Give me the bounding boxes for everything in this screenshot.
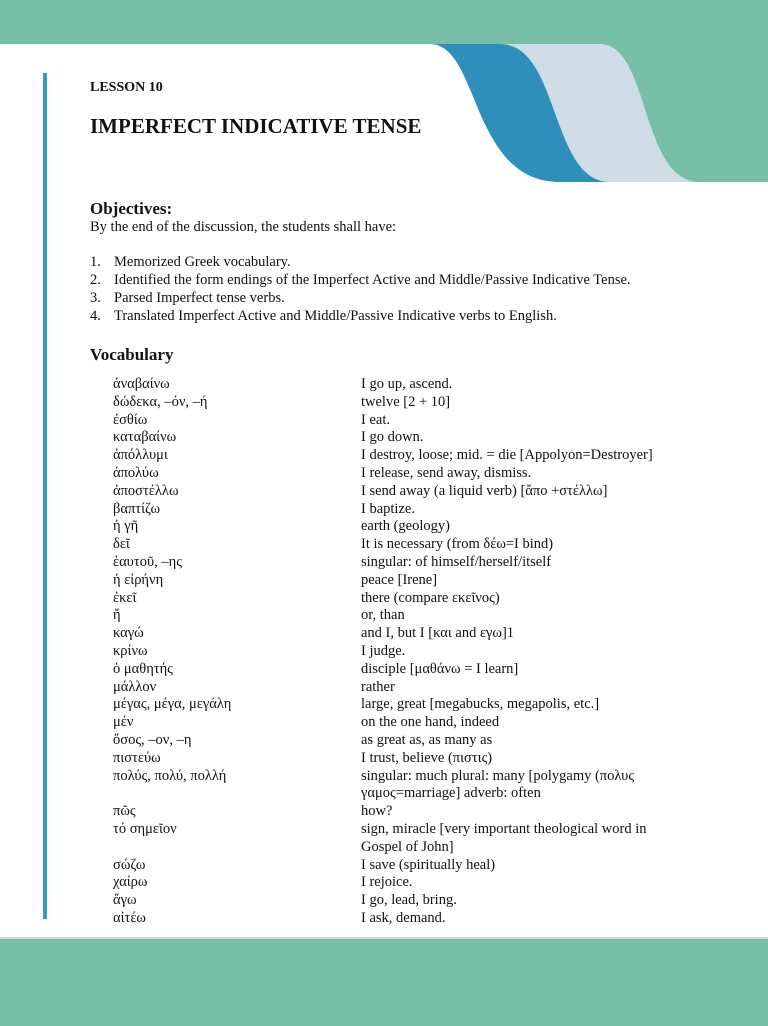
vocab-row: [113, 376, 713, 394]
objectives-heading: Objectives:: [90, 199, 173, 218]
vocab-definition: It is necessary (from δέω=I bind): [361, 536, 554, 553]
vocab-greek: ὅσος, –ον, –η: [113, 731, 192, 748]
vocab-row: [113, 874, 713, 892]
vocab-row: [113, 483, 713, 501]
vocab-definition: on the one hand, indeed: [361, 714, 500, 731]
vocab-greek: καγώ: [113, 625, 144, 642]
vocab-greek: καταβαίνω: [113, 429, 177, 446]
vocab-greek: ἀναβαίνω: [113, 376, 170, 392]
vocab-greek: βαπτίζω: [113, 500, 161, 517]
vocab-greek: ἀπόλλυμι: [113, 447, 168, 464]
objective-item: [90, 272, 631, 290]
vocab-row: [113, 714, 713, 732]
vocab-row: [113, 732, 713, 750]
vocab-row: [113, 412, 713, 430]
vocab-definition: I save (spiritually heal): [361, 856, 496, 873]
vocab-greek: ἐκεῖ: [113, 589, 137, 606]
vocab-row: [113, 643, 713, 661]
vocab-row: [113, 429, 713, 447]
vocabulary-heading: Vocabulary: [90, 345, 174, 364]
vocab-definition: peace [Irene]: [361, 571, 438, 588]
vocab-row: [113, 465, 713, 483]
vocab-greek: χαίρω: [113, 874, 148, 891]
page-title: IMPERFECT INDICATIVE TENSE: [90, 114, 422, 138]
vocab-definition: I go, lead, bring.: [361, 892, 457, 909]
vocab-row: [113, 821, 713, 857]
vocab-row: [113, 750, 713, 768]
objective-text: Translated Imperfect Active and Middle/Passive Indicative verbs to English.: [114, 307, 557, 324]
vocab-greek: ἀπολύω: [113, 464, 159, 481]
vocab-definition: I destroy, loose; mid. = die [Appolyon=Destroyer]: [361, 447, 653, 464]
vocab-row: [113, 661, 713, 679]
vocab-definition: there (compare εκεῖνος): [361, 589, 500, 606]
vocab-greek: ἀποστέλλω: [113, 482, 179, 499]
vocab-definition: rather: [361, 678, 395, 695]
objective-item: [90, 308, 631, 326]
vocab-definition: I trust, believe (πιστις): [361, 749, 493, 766]
vocab-greek: κρίνω: [113, 642, 148, 659]
vocab-definition: singular: much plural: many [polygamy (πολυς γαμος=marriage] adverb: often: [361, 767, 635, 802]
vocab-row: [113, 625, 713, 643]
lesson-label: LESSON 10: [90, 80, 163, 95]
vocab-row: [113, 447, 713, 465]
vocab-greek: σώζω: [113, 856, 146, 873]
objective-number: 1.: [90, 254, 101, 270]
objective-text: Memorized Greek vocabulary.: [114, 254, 291, 270]
vocab-definition: I release, send away, dismiss.: [361, 464, 532, 481]
vocab-greek: ἡ εἰρήνη: [113, 571, 164, 588]
objective-number: 3.: [90, 289, 101, 306]
vocab-row: [113, 590, 713, 608]
vocab-row: [113, 892, 713, 910]
vocab-definition: singular: of himself/herself/itself: [361, 553, 552, 570]
vocab-definition: as great as, as many as: [361, 731, 493, 748]
vocabulary-list: [113, 376, 713, 928]
vocab-definition: I baptize.: [361, 500, 415, 517]
objective-text: Parsed Imperfect tense verbs.: [114, 289, 285, 306]
vocab-definition: I eat.: [361, 411, 390, 428]
vocab-greek: πιστεύω: [113, 749, 161, 766]
objective-number: 4.: [90, 307, 101, 324]
vocab-definition: twelve [2 + 10]: [361, 393, 451, 410]
vocab-definition: how?: [361, 803, 393, 820]
objectives-list: [90, 254, 631, 326]
objective-number: 2.: [90, 271, 101, 288]
vocab-definition: I send away (a liquid verb) [ἄπο +στέλλω]: [361, 482, 608, 499]
vocab-definition: I go down.: [361, 429, 424, 446]
vocab-row: [113, 696, 713, 714]
vocab-greek: πῶς: [113, 803, 136, 820]
vocab-greek: ἤ: [113, 607, 121, 624]
vocab-greek: δώδεκα, –όν, –ή: [113, 393, 208, 410]
vocab-row: [113, 803, 713, 821]
vocab-greek: μάλλον: [113, 678, 157, 695]
footer-band: [0, 937, 768, 1026]
objective-item: [90, 290, 631, 308]
vocab-definition: large, great [megabucks, megapolis, etc.]: [361, 696, 600, 713]
vocab-definition: or, than: [361, 607, 405, 624]
vocab-row: [113, 768, 713, 804]
vocab-definition: earth (geology): [361, 518, 450, 535]
left-accent-bar: [43, 73, 47, 919]
vocab-greek: ὁ μαθητής: [113, 660, 173, 677]
vocab-row: [113, 910, 713, 928]
objectives-intro: By the end of the discussion, the students shall have:: [90, 219, 397, 235]
vocab-greek: τό σημεῖον: [113, 820, 177, 837]
vocab-row: [113, 501, 713, 519]
vocab-greek: μέγας, μέγα, μεγάλη: [113, 696, 232, 713]
vocab-greek: ἡ γῆ: [113, 518, 139, 535]
vocab-greek: αἰτέω: [113, 909, 146, 926]
vocab-row: [113, 607, 713, 625]
vocab-row: [113, 572, 713, 590]
vocab-greek: ἄγω: [113, 892, 137, 909]
vocab-definition: I judge.: [361, 642, 406, 659]
vocab-greek: ἑαυτοῦ, –ης: [113, 553, 182, 570]
vocab-definition: I go up, ascend.: [361, 376, 453, 392]
vocab-definition: and I, but I [και and εγω]1: [361, 625, 515, 642]
vocab-greek: δεῖ: [113, 536, 130, 553]
vocab-definition: I ask, demand.: [361, 909, 446, 926]
vocab-greek: ἐσθίω: [113, 411, 148, 428]
vocab-definition: sign, miracle [very important theological word in Gospel of John]: [361, 820, 647, 855]
vocab-definition: disciple [μαθάνω = I learn]: [361, 660, 519, 677]
vocab-row: [113, 518, 713, 536]
vocab-row: [113, 536, 713, 554]
vocab-row: [113, 857, 713, 875]
vocab-row: [113, 679, 713, 697]
vocab-row: [113, 554, 713, 572]
vocab-definition: I rejoice.: [361, 874, 413, 891]
objective-text: Identified the form endings of the Imperfect Active and Middle/Passive Indicative Tense.: [114, 271, 631, 288]
objective-item: [90, 254, 631, 272]
vocab-row: [113, 394, 713, 412]
vocab-greek: μέν: [113, 714, 134, 731]
vocab-greek: πολύς, πολύ, πολλή: [113, 767, 227, 784]
